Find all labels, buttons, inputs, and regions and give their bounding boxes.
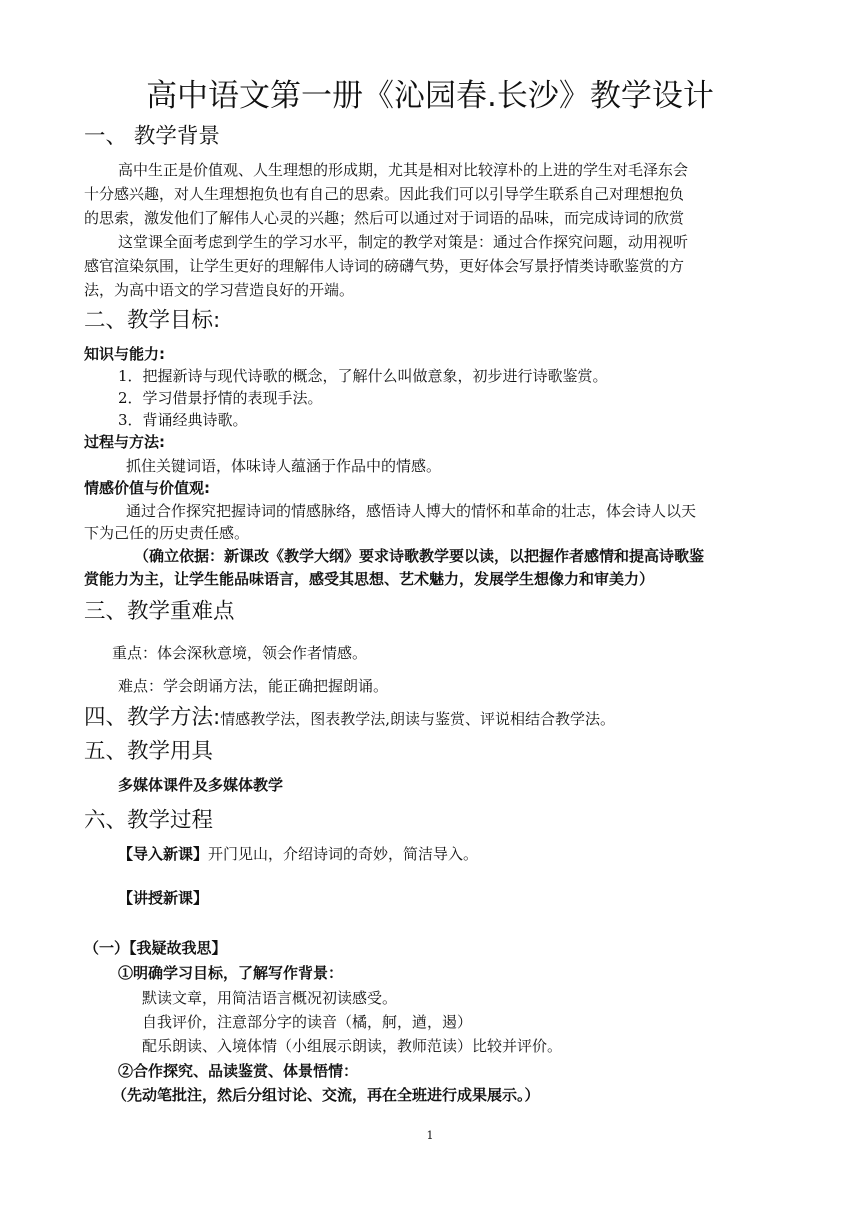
teaching-method-text: 情感教学法，图表教学法,朗读与鉴赏、评说相结合教学法。 [220, 710, 616, 728]
step-1-heading: ①明确学习目标，了解写作背景： [118, 964, 344, 982]
basis-line-2: 赏能力为主，让学生能品味语言，感受其思想、艺术魅力，发展学生想像力和审美力） [84, 570, 655, 588]
emotion-value-label: 情感价值与价值观: [84, 479, 210, 497]
background-line-1: 高中生正是价值观、人生理想的形成期，尤其是相对比较淳朴的上进的学生对毛泽东会 [118, 161, 689, 179]
section-4-heading [84, 703, 615, 734]
section-5-heading: 五、教学用具 [84, 739, 214, 764]
intro-label: 【导入新课】 [118, 845, 209, 863]
step-1-item-1: 默读文章，用简洁语言概况初读感受。 [142, 989, 398, 1007]
intro-text: 开门见山，介绍诗词的奇妙，简洁导入。 [208, 845, 479, 863]
step-1-item-2: 自我评价，注意部分字的读音（橘，舸，遒，遏） [142, 1013, 473, 1031]
background-line-4: 这堂课全面考虑到学生的学习水平，制定的教学对策是：通过合作探究问题，动用视听 [118, 233, 689, 251]
teaching-tools-text: 多媒体课件及多媒体教学 [118, 776, 284, 794]
section-2-heading: 二、教学目标: [84, 308, 221, 333]
knowledge-ability-label: 知识与能力: [84, 345, 165, 363]
document-title: 高中语文第一册《沁园春.长沙》教学设计 [146, 78, 714, 114]
page-number: 1 [426, 1129, 434, 1142]
intro-line [118, 842, 478, 866]
section-3-heading: 三、教学重难点 [84, 599, 235, 624]
part-1-heading: （一）【我疑故我思】 [84, 939, 227, 957]
difficult-point-text: 难点：学会朗诵方法，能正确把握朗诵。 [118, 677, 389, 695]
section-6-heading: 六、教学过程 [84, 808, 214, 833]
background-line-2: 十分感兴趣，对人生理想抱负也有自己的思索。因此我们可以引导学生联系自己对理想抱负 [84, 185, 685, 203]
background-line-3: 的思索，激发他们了解伟人心灵的兴趣；然后可以通过对于词语的品味，而完成诗词的欣赏 [84, 209, 685, 227]
background-line-6: 法，为高中语文的学习营造良好的开端。 [84, 281, 355, 299]
section-1-heading: 一、 教学背景 [84, 124, 220, 149]
step-2-heading: ②合作探究、品读鉴赏、体景悟情： [118, 1062, 359, 1080]
step-2-note: （先动笔批注，然后分组讨论、交流，再在全班进行成果展示。） [112, 1086, 540, 1104]
basis-line-1: （确立依据：新课改《教学大纲》要求诗歌教学要以读，以把握作者感情和提高诗歌鉴 [134, 547, 705, 565]
emotion-value-line-1: 通过合作探究把握诗词的情感脉络，感悟诗人博大的情怀和革命的壮志，体会诗人以天 [126, 502, 697, 520]
key-point-text: 重点：体会深秋意境，领会作者情感。 [112, 644, 368, 662]
process-method-text: 抓住关键词语，体味诗人蕴涵于作品中的情感。 [126, 457, 442, 475]
step-1-item-3: 配乐朗读、入境体情（小组展示朗读，教师范读）比较并评价。 [142, 1037, 563, 1055]
process-method-label: 过程与方法: [84, 433, 165, 451]
emotion-value-line-2: 下为己任的历史责任感。 [84, 524, 250, 542]
section-4-title: 四、教学方法: [84, 705, 221, 730]
lecture-label: 【讲授新课】 [118, 889, 209, 907]
knowledge-item-1: 1．把握新诗与现代诗歌的概念，了解什么叫做意象，初步进行诗歌鉴赏。 [118, 367, 608, 385]
knowledge-item-2: 2．学习借景抒情的表现手法。 [118, 389, 323, 407]
knowledge-item-3: 3．背诵经典诗歌。 [118, 411, 248, 429]
background-line-5: 感官渲染氛围，让学生更好的理解伟人诗词的磅礴气势，更好体会写景抒情类诗歌鉴赏的方 [84, 257, 685, 275]
